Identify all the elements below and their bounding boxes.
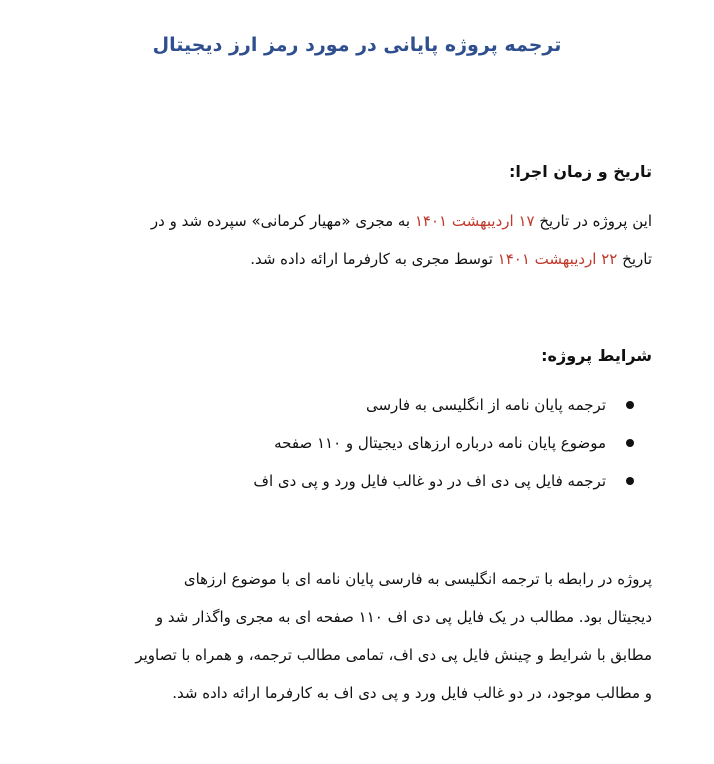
list-item xyxy=(60,386,634,424)
list-item-text: ترجمه پایان نامه از انگلیسی به فارسی xyxy=(365,396,606,414)
document-title: ترجمه پروژه پایانی در مورد رمز ارز دیجیتال xyxy=(152,34,562,56)
dates-line-1 xyxy=(52,202,652,240)
delivery-date: ۲۲ اردیبهشت ۱۴۰۱ xyxy=(497,250,618,268)
dates-line-2-end: توسط مجری به کارفرما ارائه داده شد. xyxy=(250,250,498,268)
list-item xyxy=(60,462,634,500)
list-item-text: ترجمه فایل پی دی اف در دو غالب فایل ورد و پی دی اف xyxy=(253,472,606,490)
dates-line-1-end: به مجری «مهیار کرمانی» سپرده شد و در xyxy=(150,212,415,230)
summary-line: دیجیتال بود. مطالب در یک فایل پی دی اف ۱۱۰ صفحه ای به مجری واگذار شد و xyxy=(155,608,652,626)
start-date: ۱۷ اردیبهشت ۱۴۰۱ xyxy=(414,212,535,230)
dates-section-heading: تاریخ و زمان اجرا: xyxy=(508,162,652,181)
dates-paragraph xyxy=(52,202,652,278)
conditions-list xyxy=(60,386,634,500)
bullet-icon xyxy=(626,439,634,447)
summary-paragraph xyxy=(52,560,652,712)
conditions-section-heading: شرایط پروژه: xyxy=(541,346,652,365)
dates-line-2 xyxy=(52,240,652,278)
summary-line: پروژه در رابطه با ترجمه انگلیسی به فارسی پایان نامه ای با موضوع ارزهای xyxy=(183,570,652,588)
dates-line-1-start: این پروژه در تاریخ xyxy=(534,212,652,230)
summary-line: مطابق با شرایط و چینش فایل پی دی اف، تمامی مطالب ترجمه، و همراه با تصاویر xyxy=(135,646,652,664)
bullet-icon xyxy=(626,401,634,409)
bullet-icon xyxy=(626,477,634,485)
list-item xyxy=(60,424,634,462)
dates-line-2-start: تاریخ xyxy=(617,250,652,268)
summary-line: و مطالب موجود، در دو غالب فایل ورد و پی دی اف به کارفرما ارائه داده شد. xyxy=(172,684,652,702)
list-item-text: موضوع پایان نامه درباره ارزهای دیجیتال و ۱۱۰ صفحه xyxy=(274,434,606,452)
